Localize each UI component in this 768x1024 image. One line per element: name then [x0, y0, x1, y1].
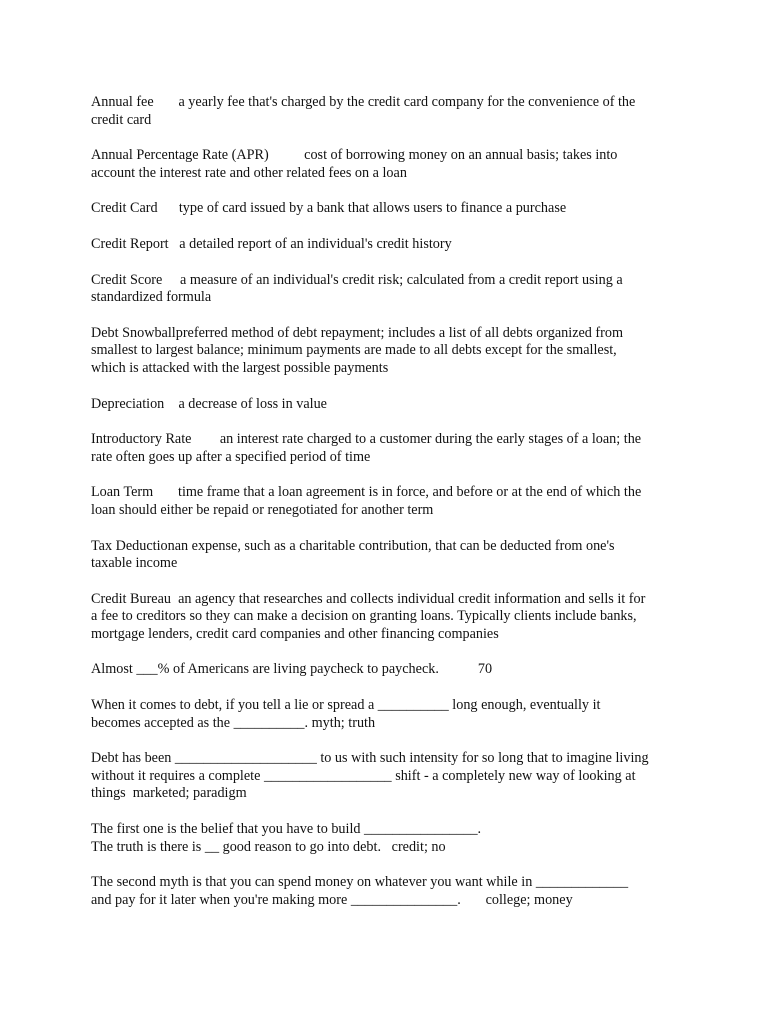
text-line: The first one is the belief that you have to build ________________.	[91, 821, 482, 838]
text-line: Annual fee a yearly fee that's charged by the credit card company for the convenience of the	[91, 94, 636, 110]
text-paragraph	[91, 396, 681, 414]
text-line: standardized formula	[91, 289, 212, 306]
text-line: rate often goes up after a specified period of time	[91, 448, 371, 465]
entry-list	[91, 94, 681, 909]
text-paragraph	[91, 538, 681, 573]
text-paragraph	[91, 200, 681, 218]
text-line: Credit Score a measure of an individual's credit risk; calculated from a credit report using a	[91, 271, 623, 288]
text-line: Depreciation a decrease of loss in value	[91, 395, 327, 412]
text-line: When it comes to debt, if you tell a lie or spread a __________ long enough, eventually it	[91, 697, 601, 714]
text-line: becomes accepted as the __________. myth; truth	[91, 714, 376, 731]
text-line: taxable income	[91, 555, 178, 572]
text-paragraph	[91, 147, 681, 182]
text-line: Tax Deductionan expense, such as a charitable contribution, that can be deducted from one's	[91, 537, 615, 554]
text-line: Credit Card type of card issued by a bank that allows users to finance a purchase	[91, 200, 567, 217]
text-paragraph	[91, 325, 681, 378]
text-line: smallest to largest balance; minimum payments are made to all debts except for the smallest,	[91, 342, 617, 359]
text-paragraph	[91, 697, 681, 732]
text-paragraph	[91, 661, 681, 679]
text-line: which is attacked with the largest possible payments	[91, 359, 389, 376]
text-line: a fee to creditors so they can make a decision on granting loans. Typically clients include banks,	[91, 608, 637, 625]
text-line: Introductory Rate an interest rate charged to a customer during the early stages of a loan; the	[91, 431, 642, 448]
text-paragraph	[91, 750, 681, 803]
text-line: mortgage lenders, credit card companies and other financing companies	[91, 625, 499, 642]
document-body	[91, 94, 681, 927]
text-line: loan should either be repaid or renegotiated for another term	[91, 501, 434, 518]
text-line: Annual Percentage Rate (APR) cost of borrowing money on an annual basis; takes into	[91, 147, 618, 164]
text-paragraph	[91, 821, 681, 856]
text-line: Credit Report a detailed report of an individual's credit history	[91, 235, 452, 252]
text-line: The second myth is that you can spend money on whatever you want while in _____________	[91, 874, 629, 891]
text-paragraph	[91, 484, 681, 519]
text-line: Debt Snowballpreferred method of debt repayment; includes a list of all debts organized from	[91, 324, 624, 341]
text-paragraph	[91, 874, 681, 909]
text-line: and pay for it later when you're making more _______________. college; money	[91, 891, 573, 908]
text-line: Credit Bureau an agency that researches and collects individual credit information and sells it for	[91, 590, 646, 607]
text-paragraph	[91, 236, 681, 254]
text-paragraph	[91, 591, 681, 644]
text-paragraph	[91, 94, 681, 129]
text-paragraph	[91, 272, 681, 307]
text-line: Debt has been ____________________ to us with such intensity for so long that to imagine living	[91, 750, 649, 767]
text-line: Almost ___% of Americans are living paycheck to paycheck. 70	[91, 661, 493, 678]
text-paragraph	[91, 431, 681, 466]
text-line: things marketed; paradigm	[91, 785, 247, 802]
text-line: The truth is there is __ good reason to go into debt. credit; no	[91, 838, 446, 855]
text-line: without it requires a complete __________________ shift - a completely new way of looking at	[91, 767, 636, 784]
text-line: account the interest rate and other related fees on a loan	[91, 164, 407, 181]
text-line: Loan Term time frame that a loan agreement is in force, and before or at the end of which the	[91, 484, 642, 501]
text-line: credit card	[91, 111, 152, 128]
